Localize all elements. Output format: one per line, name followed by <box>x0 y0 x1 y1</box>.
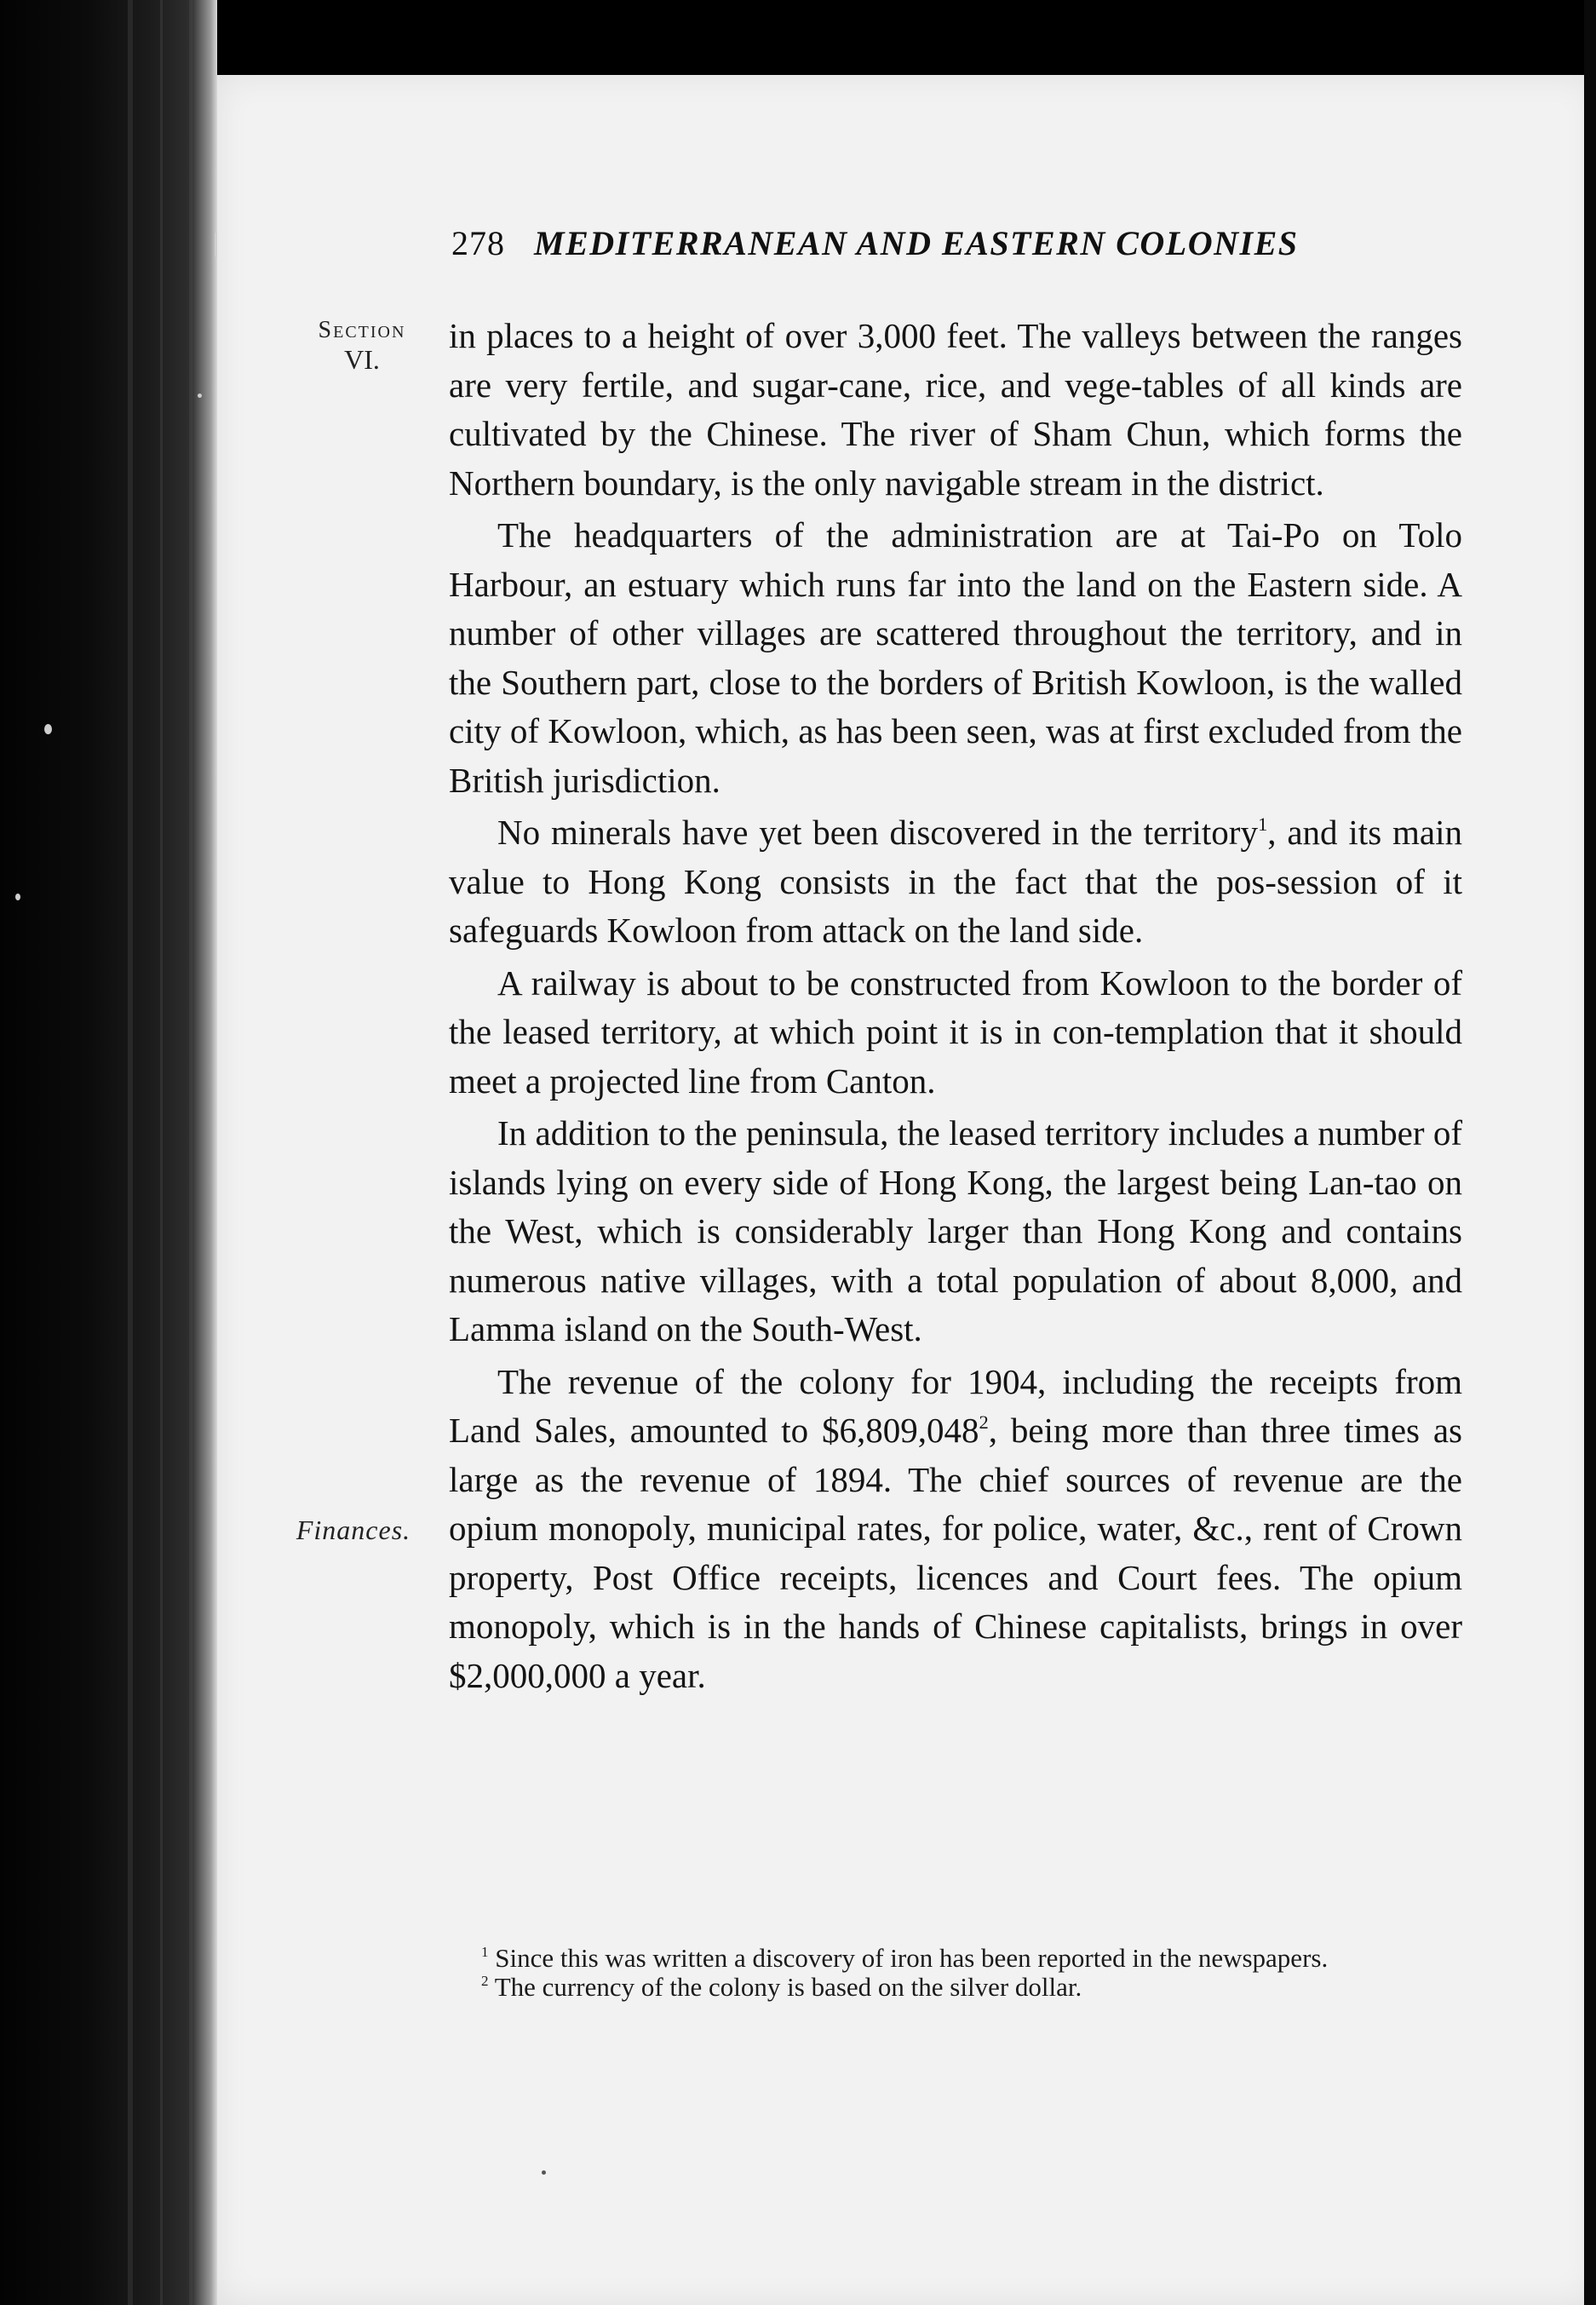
paragraph-text: , and its main value to Hong Kong consists in the fact that the pos-session of it safeguards Kowloon from attack on the land side. <box>449 813 1462 950</box>
paragraph-text: , being more than three times as large as the revenue of 1894. The chief sources of revenue are the opium monopoly, municipal rates, for police, water, &c., rent of Crown property, Post Office receipts, licences and Court fees. The opium monopoly, which is in the hands of Chinese capitalists, brings in over $2,000,000 a year. <box>449 1411 1462 1695</box>
footnote-ref: 1 <box>1257 813 1268 836</box>
scan-speck <box>44 724 52 734</box>
footnote-mark: 2 <box>481 1973 489 1990</box>
footnote-mark: 1 <box>481 1944 489 1961</box>
paragraph: The headquarters of the administration are at Tai-Po on Tolo Harbour, an estuary which runs far into the land on the Eastern side. A number of other villages are scattered throughout the territory, and in the Southern part, close to the borders of British Kowloon, is the walled city of Kowloon, which, as has been seen, was at first excluded from the British jurisdiction. <box>449 515 1462 800</box>
running-header <box>451 223 1422 263</box>
paragraph <box>449 808 1462 956</box>
page-right-edge <box>1584 0 1596 2305</box>
footnote <box>443 1944 1461 1973</box>
paragraph: in places to a height of over 3,000 feet. The valleys between the ranges are very fertile, and sugar-cane, rice, and vege-tables of all kinds are cultivated by the Chinese. The river of Sham Chun, which forms the Northern boundary, is the only navigable stream in the district. <box>449 316 1462 503</box>
scan-speck <box>542 2170 546 2175</box>
finances-sidenote: Finances. <box>296 1515 411 1545</box>
paragraph: A railway is about to be constructed from Kowloon to the border of the leased territory, at which point it is in con-templation that it should meet a projected line from Canton. <box>449 963 1462 1101</box>
paragraph-text: The revenue of the colony for 1904, including the receipts from Land Sales, amounted to $6,809,048 <box>449 1361 1462 1450</box>
paragraph <box>449 1358 1462 1701</box>
scan-speck <box>198 394 202 398</box>
footnote-text: The currency of the colony is based on the silver dollar. <box>494 1972 1082 2002</box>
footnote <box>443 1973 1461 2002</box>
footnotes <box>443 1944 1461 2002</box>
scan-speck <box>15 894 20 900</box>
footnote-text: Since this was written a discovery of iron has been reported in the newspapers. <box>495 1943 1329 1973</box>
body-text <box>449 312 1462 1704</box>
running-title: MEDITERRANEAN AND EASTERN COLONIES <box>534 224 1299 262</box>
section-number: VI. <box>344 344 380 375</box>
scan-streak <box>160 0 163 2305</box>
footnote-ref: 2 <box>979 1411 989 1434</box>
scan-streak <box>189 0 192 2305</box>
section-label: Section <box>318 317 406 343</box>
left-margin-spine <box>0 0 217 2305</box>
scan-streak <box>128 0 133 2305</box>
section-sidenote <box>290 317 434 376</box>
paragraph-text: No minerals have yet been discovered in the territory <box>497 813 1258 852</box>
paragraph: In addition to the peninsula, the leased territory includes a number of islands lying on every side of Hong Kong, the largest being Lan-tao on the West, which is considerably larger than Hong Kong and contains numerous native villages, with a total population of about 8,000, and Lamma island on the South-West. <box>449 1113 1462 1348</box>
page-number: 278 <box>451 224 505 262</box>
